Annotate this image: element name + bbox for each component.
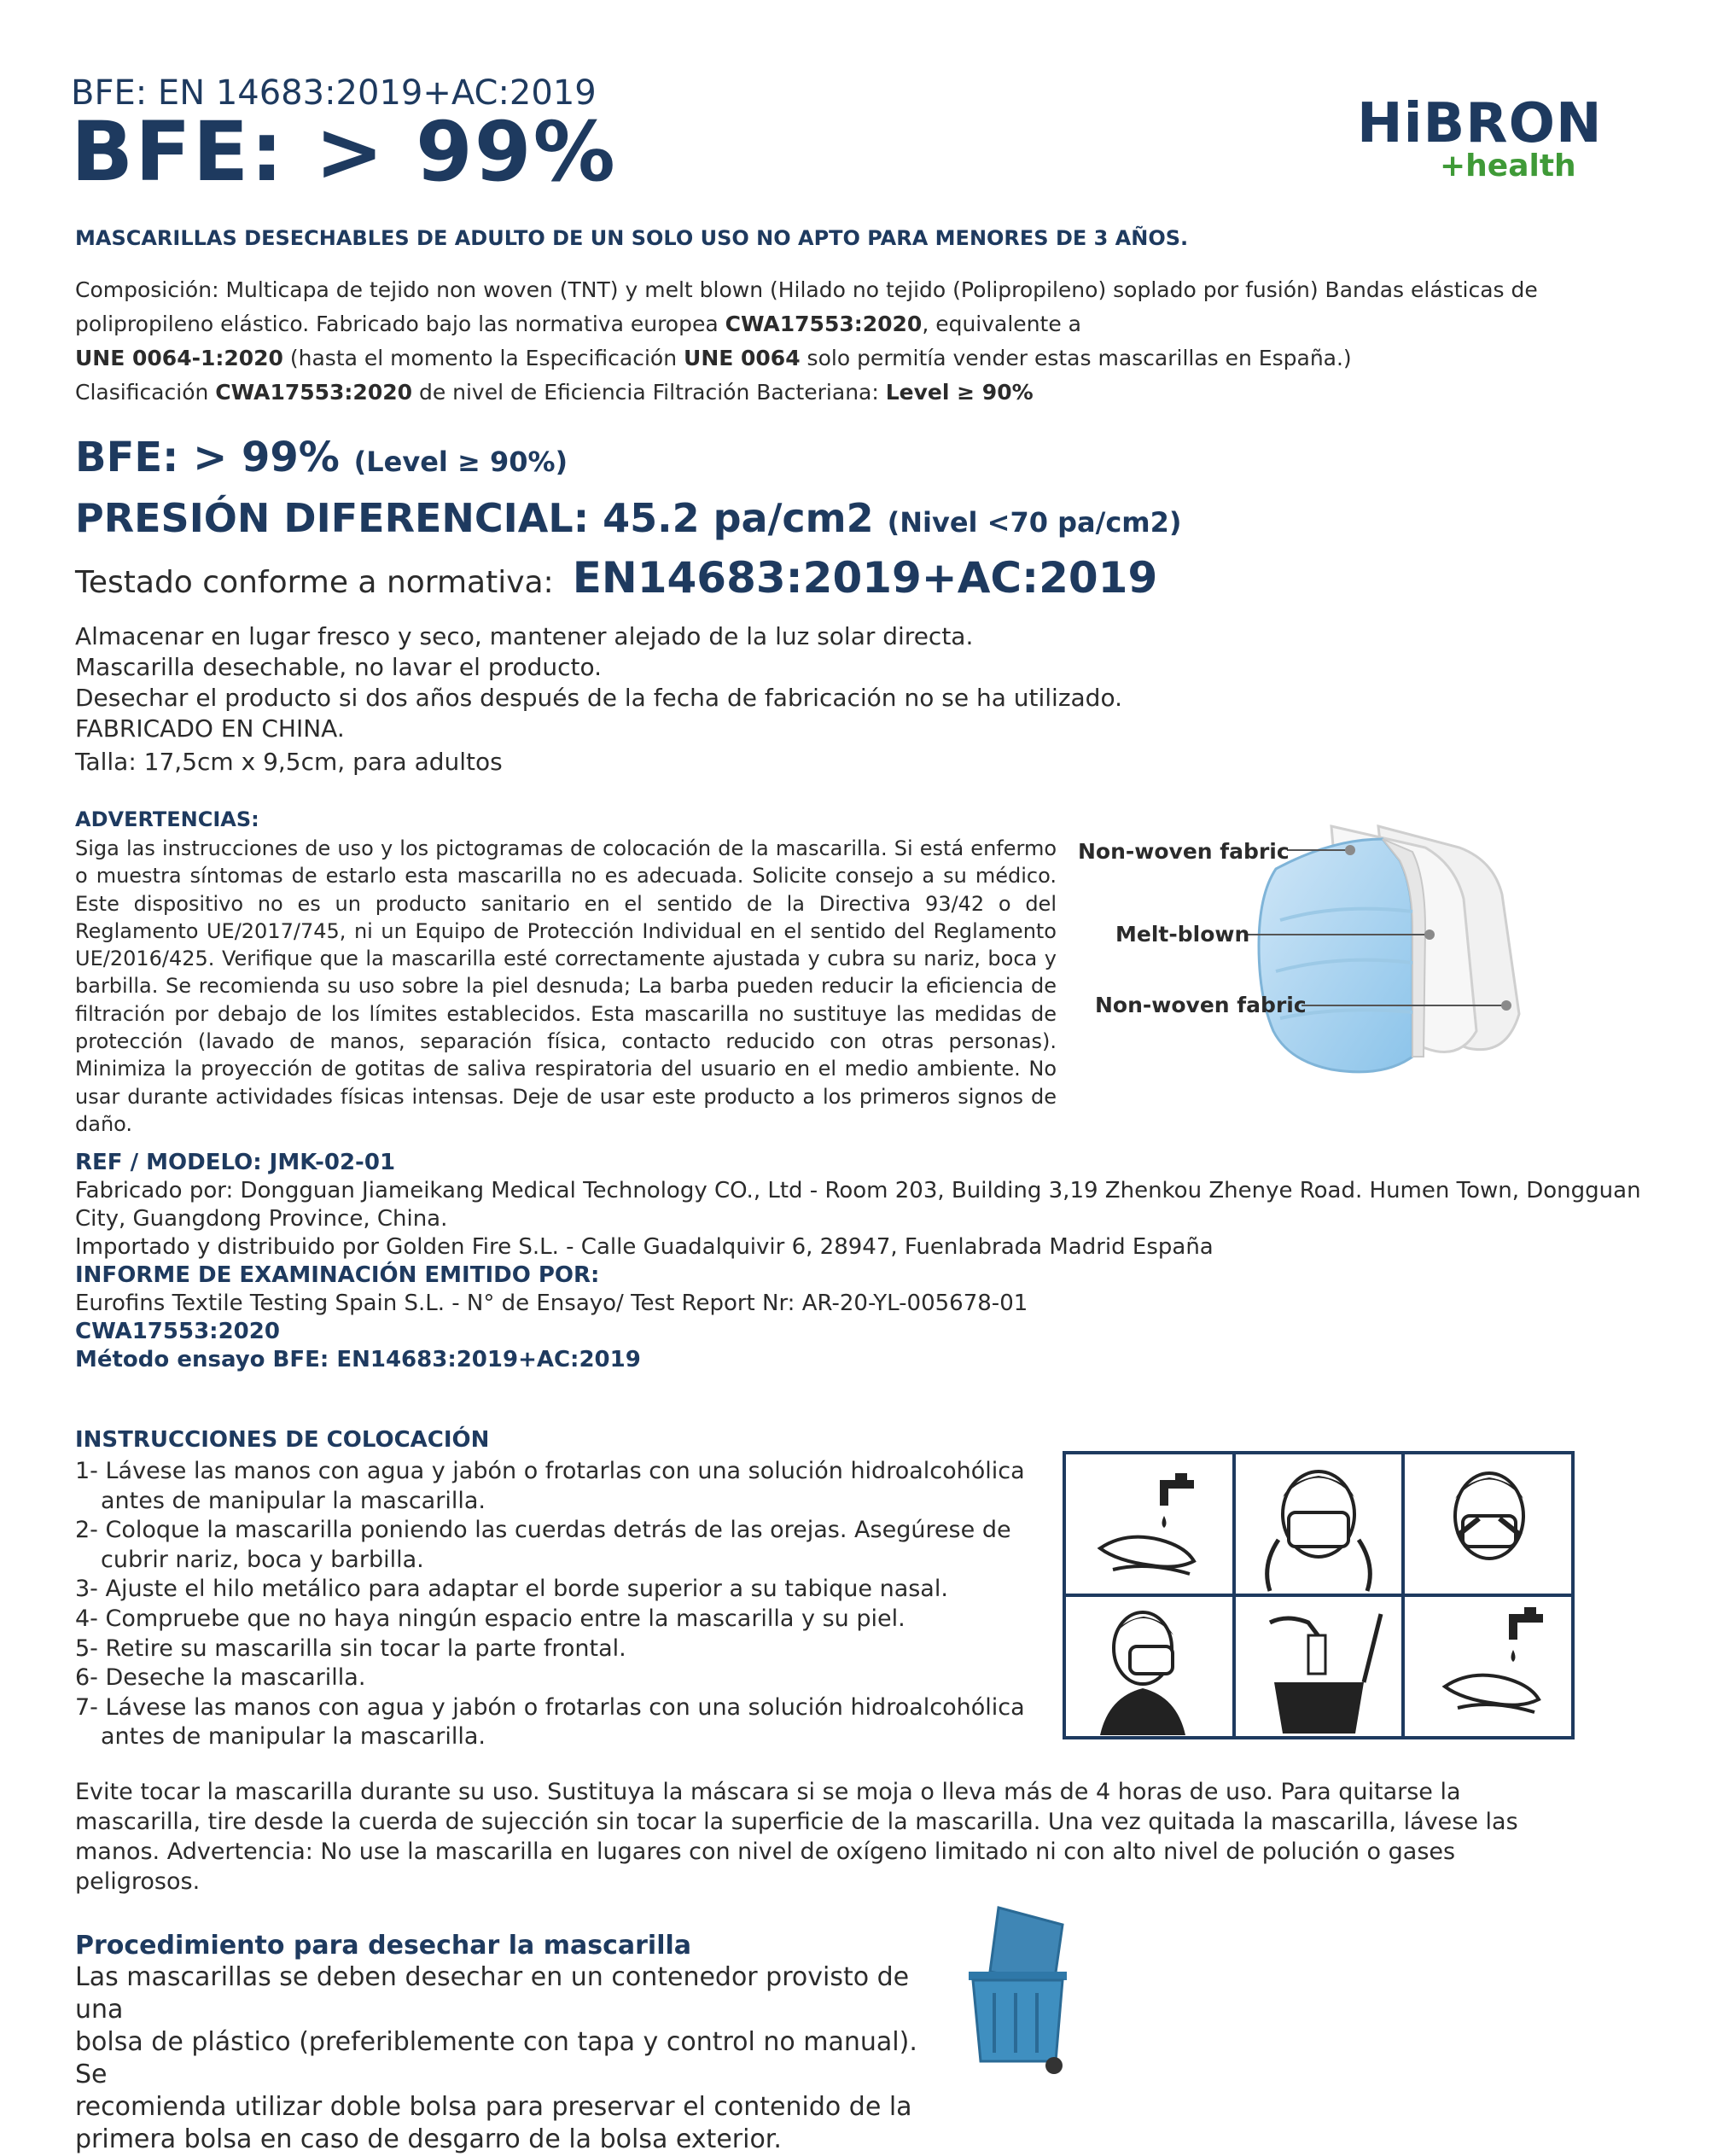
logo-health: +health [1440,149,1576,184]
storage-line: Mascarilla desechable, no lavar el producto. [75,653,603,681]
tested-standard: Testado conforme a normativa: EN14683:2019+AC:2019 [75,553,1158,603]
disposal-line: bolsa de plástico (preferiblemente con tapa y control no manual). Se [75,2027,917,2089]
disposal-line: recomienda utilizar doble bolsa para preservar el contenido de la [75,2092,912,2122]
instruction-step: 6- Deseche la mascarilla. [75,1664,366,1692]
instructions-title: INSTRUCCIONES DE COLOCACIÓN [75,1427,490,1453]
instruction-step: 4- Compruebe que no haya ningún espacio entre la mascarilla y su piel. [75,1605,905,1632]
disclaimer: MASCARILLAS DESECHABLES DE ADULTO DE UN SOLO USO NO APTO PARA MENORES DE 3 AÑOS. [75,226,1189,250]
importer-line: Importado y distribuido por Golden Fire S.L. - Calle Guadalquivir 6, 28947, Fuenlabrada Madrid España [75,1234,1214,1260]
manufacturer-line: Fabricado por: Dongguan Jiameikang Medical Technology CO., Ltd - Room 203, Building 3,19 Zhenkou Zhenye Road. Humen Town, Dongguan [75,1178,1641,1203]
instruction-step: 1- Lávese las manos con agua y jabón o frotarlas con una solución hidroalcohólica [75,1458,1025,1484]
wash-hands-again-icon [1406,1597,1572,1735]
hibron-logo [1357,92,1603,190]
model-ref: REF / MODELO: JMK-02-01 [75,1150,396,1175]
warnings-text: Siga las instrucciones de uso y los pictogramas de colocación de la mascarilla. Si está enfermo o muestra síntomas de estarlo esta mascarilla no es adecuada. Solicite consejo a su médico. Este dispositivo no es un producto sanitario en el sentido de la Directiva 93/42 o del Reglamento UE/2017/745, ni un Equipo de Protección Individual en el sentido del Reglamento UE/2016/425. Verifique que la mascarilla esté correctamente ajustada y cubra su nariz, boca y barbilla. Se recomienda su uso sobre la piel desnuda; La barba pueden reducir la eficiencia de filtración por debajo de los límites establecidos. Esta mascarilla no sustituye las medidas de protección (lavado de manos, separación física, contacto reducido con otras personas). Minimiza la proyección de gotitas de saliva respiratoria del usuario en el medio ambiente. No usar durante actividades físicas intensas. Deje de usar este producto a los primeros signos de daño. [75,836,1057,1136]
storage-info [75,621,1122,744]
instruction-step: antes de manipular la mascarilla. [101,1487,486,1514]
disposal-title: Procedimiento para desechar la mascarilla [75,1931,692,1961]
instruction-step: cubrir nariz, boca y barbilla. [101,1546,424,1573]
composition-line: Clasificación CWA17553:2020 de nivel de Eficiencia Filtración Bacteriana: Level ≥ 90% [75,380,1034,405]
put-on-mask-icon [1236,1454,1401,1593]
instructions-list [75,1457,1057,1752]
mask-layers-illustration [1075,801,1587,1095]
manufacturer-line: City, Guangdong Province, China. [75,1206,448,1232]
warnings-title: ADVERTENCIAS: [75,807,259,831]
disposal-line: primera bolsa en caso de desgarro de la bolsa exterior. [75,2124,782,2154]
check-fit-icon [1066,1597,1232,1735]
layer-label-outer: Non-woven fabric [1078,839,1290,864]
pressure-spec: PRESIÓN DIFERENCIAL: 45.2 pa/cm2 (Nivel <70 pa/cm2) [75,495,1182,541]
usage-advice: Evite tocar la mascarilla durante su uso. Sustituya la máscara si se moja o lleva más de 4 horas de uso. Para quitarse la mascarilla, tire desde la cuerda de sujección sin tocar la superficie de la mascarilla. Una vez quitada la mascarilla, lávese las manos. Advertencia: No use la mascarilla en lugares con nivel de oxígeno limitado ni con alto nivel de polución o gases peligrosos. [75,1779,1518,1895]
bfe-spec: BFE: > 99% (Level ≥ 90%) [75,434,568,481]
cwa-ref: CWA17553:2020 [75,1319,280,1344]
storage-line: FABRICADO EN CHINA. [75,714,345,743]
report-title: INFORME DE EXAMINACIÓN EMITIDO POR: [75,1262,600,1288]
report-line: Eurofins Textile Testing Spain S.L. - N° de Ensayo/ Test Report Nr: AR-20-YL-005678-01 [75,1291,1028,1316]
instruction-step: 2- Coloque la mascarilla poniendo las cuerdas detrás de las orejas. Asegúrese de [75,1517,1011,1544]
bfe-title: BFE: > 99% [71,104,617,200]
layer-label-inner: Non-woven fabric [1095,993,1307,1017]
trash-bin-icon [960,1899,1080,2078]
adjust-nose-icon [1406,1454,1572,1593]
reference-block [75,1149,1641,1374]
pictogram-grid [1063,1451,1575,1739]
disposal-text [75,1961,946,2156]
size-info: Talla: 17,5cm x 9,5cm, para adultos [75,748,503,776]
composition-text [75,273,1569,410]
standard-subtitle: BFE: EN 14683:2019+AC:2019 [71,73,597,113]
wash-hands-icon [1066,1454,1232,1593]
composition-line: Composición: Multicapa de tejido non woven (TNT) y melt blown (Hilado no tejido (Polipropileno) soplado por fusión) Bandas elásticas de [75,277,1538,302]
composition-line: UNE 0064-1:2020 (hasta el momento la Especificación UNE 0064 solo permitía vender estas mascarillas en España.) [75,346,1352,370]
logo-wordmark: HiBRON [1357,92,1603,155]
instruction-step: 5- Retire su mascarilla sin tocar la parte frontal. [75,1634,626,1662]
dispose-bin-icon [1236,1597,1401,1735]
instruction-step: 7- Lávese las manos con agua y jabón o frotarlas con una solución hidroalcohólica [75,1693,1025,1721]
instruction-step: 3- Ajuste el hilo metálico para adaptar el borde superior a su tabique nasal. [75,1576,948,1603]
instruction-step: antes de manipular la mascarilla. [101,1723,486,1751]
method-ref: Método ensayo BFE: EN14683:2019+AC:2019 [75,1347,641,1372]
disposal-line: Las mascarillas se deben desechar en un contenedor provisto de una [75,1962,910,2025]
storage-line: Desechar el producto si dos años después de la fecha de fabricación no se ha utilizado. [75,684,1122,712]
layer-label-middle: Melt-blown [1115,922,1250,947]
composition-line: polipropileno elástico. Fabricado bajo las normativa europea CWA17553:2020, equivalente a [75,312,1081,336]
storage-line: Almacenar en lugar fresco y seco, mantener alejado de la luz solar directa. [75,622,974,650]
